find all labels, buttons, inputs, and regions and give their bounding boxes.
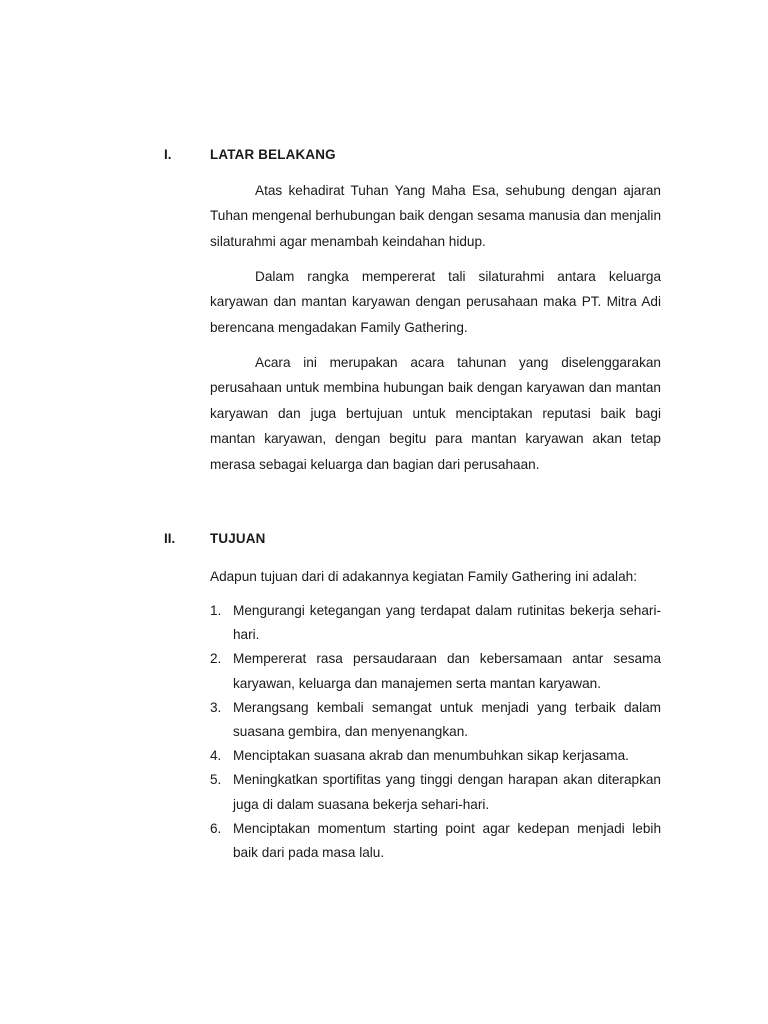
paragraph: Acara ini merupakan acara tahunan yang diselenggarakan perusahaan untuk membina hubungan baik dengan karyawan dan mantan karyawan dan juga bertujuan untuk menciptakan reputasi baik bagi mantan karyawan, dengan begitu para mantan karyawan akan tetap merasa sebagai keluarga dan bagian dari perusahaan.: [210, 355, 661, 472]
list-item-text: Merangsang kembali semangat untuk menjadi yang terbaik dalam suasana gembira, dan menyenangkan.: [233, 699, 661, 740]
section-number: II.: [164, 531, 176, 546]
list-item: [210, 817, 661, 865]
list-item-number: 5.: [210, 772, 222, 788]
list-item: [210, 647, 661, 695]
list-item-text: Menciptakan momentum starting point agar kedepan menjadi lebih baik dari pada masa lalu.: [233, 820, 661, 861]
list-item: [210, 744, 661, 768]
list-item-number: 4.: [210, 748, 222, 764]
list-item-text: Meningkatkan sportifitas yang tinggi dengan harapan akan diterapkan juga di dalam suasana bekerja sehari-hari.: [233, 772, 661, 812]
list-item-text: Mempererat rasa persaudaraan dan kebersamaan antar sesama karyawan, keluarga dan manajemen serta mantan karyawan.: [233, 651, 661, 691]
list-item-number: 3.: [210, 699, 222, 715]
section-title: LATAR BELAKANG: [210, 147, 336, 162]
section-title: TUJUAN: [210, 531, 266, 546]
section-number: I.: [164, 147, 172, 162]
list-item: [210, 599, 661, 647]
paragraph: Dalam rangka mempererat tali silaturahmi antara keluarga karyawan dan mantan karyawan dengan perusahaan maka PT. Mitra Adi berencana mengadakan Family Gathering.: [210, 269, 661, 335]
list-item: [210, 696, 661, 744]
paragraph: Atas kehadirat Tuhan Yang Maha Esa, sehubung dengan ajaran Tuhan mengenal berhubungan baik dengan sesama manusia dan menjalin silaturahmi agar menambah keindahan hidup.: [210, 183, 661, 249]
intro-paragraph: Adapun tujuan dari di adakannya kegiatan Family Gathering ini adalah:: [210, 569, 637, 584]
list-item: [210, 768, 661, 816]
list-item-number: 2.: [210, 651, 222, 667]
list-item-number: 1.: [210, 603, 222, 618]
list-item-number: 6.: [210, 820, 222, 836]
objectives-list: [210, 599, 661, 865]
list-item-text: Mengurangi ketegangan yang terdapat dalam rutinitas bekerja sehari-hari.: [233, 603, 661, 643]
list-item-text: Menciptakan suasana akrab dan menumbuhkan sikap kerjasama.: [233, 748, 629, 764]
